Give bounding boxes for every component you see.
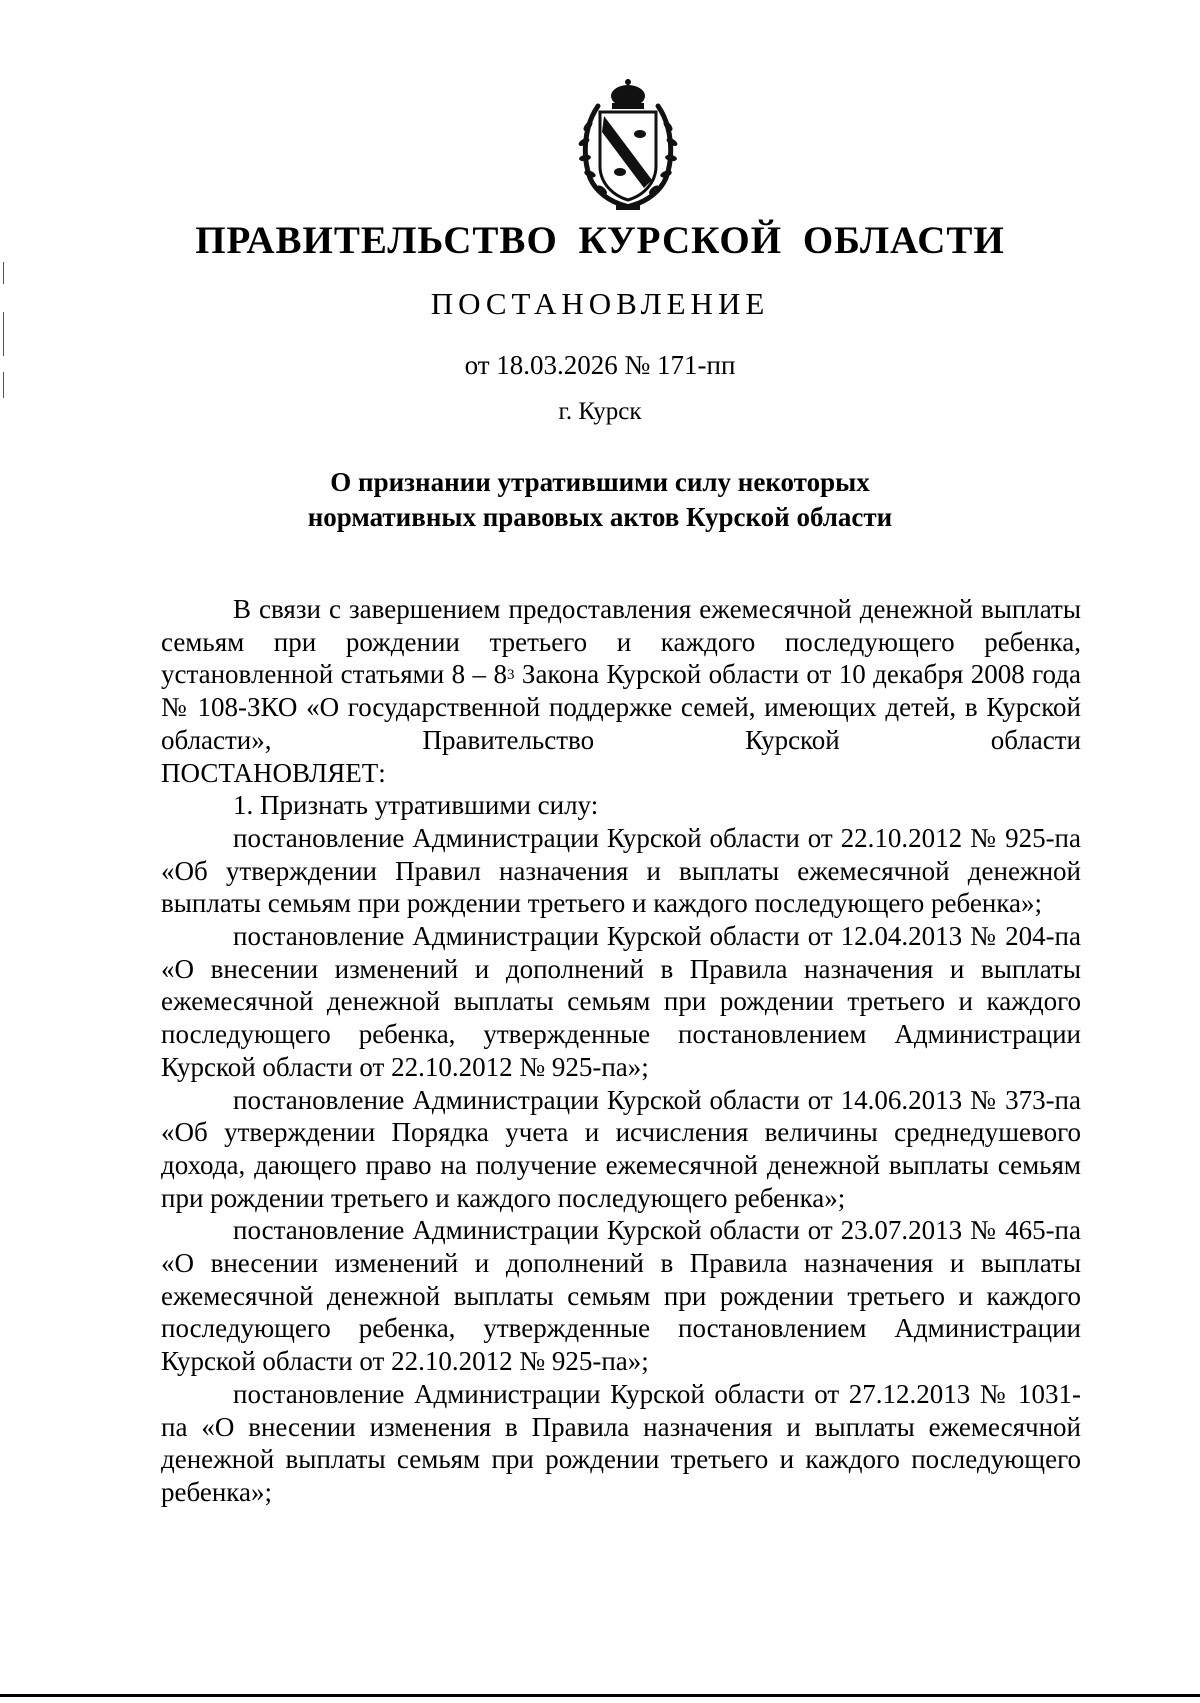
act-paragraph: постановление Администрации Курской области от 22.10.2012 № 925-па «Об утверждении Правил назначения и выплаты ежемесячной денежной выплаты семьям при рождении третьего и каждого последующего ребенка»; xyxy=(161,822,1081,919)
act-paragraph: постановление Администрации Курской области от 27.12.2013 № 1031-па «О внесении изменения в Правила назначения и выплаты ежемесячной денежной выплаты семьям при рождении третьего и каждого последующего ребенка»; xyxy=(161,1378,1081,1507)
document-type: ПОСТАНОВЛЕНИЕ xyxy=(430,286,770,321)
scan-margin-mark xyxy=(3,262,4,284)
resolves-word: ПОСТАНОВЛЯЕТ: xyxy=(161,757,386,788)
article-superscript: 3 xyxy=(506,667,515,684)
act-paragraph: постановление Администрации Курской области от 14.06.2013 № 373-па «Об утверждении Порядка учета и исчисления величины среднедушевого дохода, дающего право на получение ежемесячной денежной выплаты семьям при рождении третьего и каждого последующего ребенка»; xyxy=(161,1084,1081,1213)
document-date-number: от 18.03.2026 № 171-пп xyxy=(464,350,736,380)
subject-line: нормативных правовых актов Курской области xyxy=(307,502,893,532)
preamble-text: Закона Курской области от 10 декабря 2008 года № 108-ЗКО «О государственной поддержке семей, имеющих детей, в Курской области», Правительство Курской области xyxy=(161,659,1081,755)
item-paragraph: 1. Признать утратившими силу: xyxy=(233,790,599,821)
document-subject xyxy=(0,465,1200,535)
document-city: г. Курск xyxy=(558,398,642,425)
kursk-coat-of-arms-icon xyxy=(576,76,680,214)
subject-line: О признании утратившими силу некоторых xyxy=(330,467,870,497)
preamble-paragraph xyxy=(161,593,1081,757)
document-body xyxy=(161,593,1081,1509)
act-paragraph: постановление Администрации Курской области от 23.07.2013 № 465-па «О внесении изменений и дополнений в Правила назначения и выплаты ежемесячной денежной выплаты семьям при рождении третьего и каждого последующего ребенка, утвержденные постановлением Администрации Курской области от 22.10.2012 № 925-па»; xyxy=(161,1215,1081,1377)
government-title: ПРАВИТЕЛЬСТВО КУРСКОЙ ОБЛАСТИ xyxy=(195,219,1005,262)
preamble-text: В связи с завершением предоставления ежемесячной денежной выплаты семьям при рождении третьего и каждого последующего ребенка, установленной статьями 8 – 8 xyxy=(161,594,1081,690)
act-paragraph: постановление Администрации Курской области от 12.04.2013 № 204-па «О внесении изменений и дополнений в Правила назначения и выплаты ежемесячной денежной выплаты семьям при рождении третьего и каждого последующего ребенка, утвержденные постановлением Администрации Курской области от 22.10.2012 № 925-па»; xyxy=(161,921,1081,1082)
scan-bottom-edge xyxy=(0,1694,1200,1697)
